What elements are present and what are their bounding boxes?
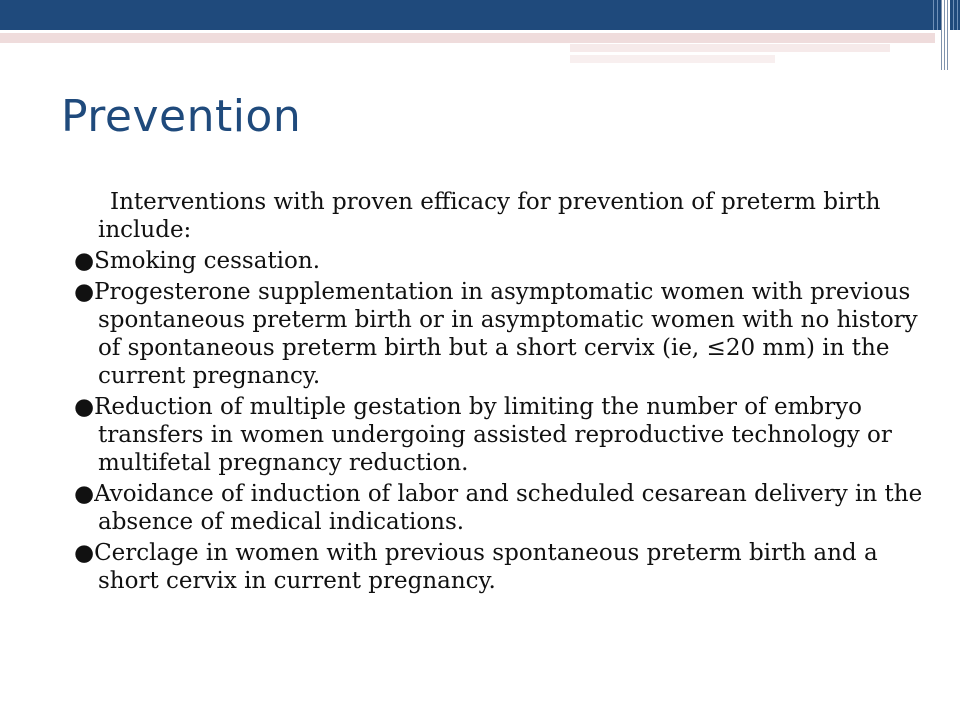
bullet-text: Avoidance of induction of labor and scheduled cesarean delivery in the absence of medical indications. (94, 481, 923, 535)
decorative-band-tertiary (570, 55, 775, 63)
bullet-dot-icon: ● (74, 248, 95, 274)
slide-body (74, 188, 924, 598)
bullet-item (74, 539, 924, 595)
decorative-rule (941, 0, 950, 70)
bullet-text: Progesterone supplementation in asymptomatic women with previous spontaneous preterm birth or in asymptomatic women with no history of spontaneous preterm birth but a short cervix (ie, ≤20 mm) in the current pregnancy. (94, 279, 918, 389)
bullet-dot-icon: ● (74, 540, 95, 566)
bullet-item (74, 247, 924, 275)
bullet-dot-icon: ● (74, 481, 95, 507)
bullet-dot-icon: ● (74, 279, 95, 305)
intro-paragraph: Interventions with proven efficacy for prevention of preterm birth include: (98, 189, 881, 243)
bullet-dot-icon: ● (74, 394, 95, 420)
header-bar (0, 0, 960, 30)
bullet-text: Reduction of multiple gestation by limiting the number of embryo transfers in women undergoing assisted reproductive technology or multifetal pregnancy reduction. (94, 394, 892, 476)
bullet-item (74, 393, 924, 477)
bullet-item (74, 480, 924, 536)
bullet-text: Smoking cessation. (94, 248, 321, 274)
bullet-text: Cerclage in women with previous spontaneous preterm birth and a short cervix in current pregnancy. (94, 540, 878, 594)
decorative-band-secondary (570, 44, 890, 52)
decorative-band (0, 33, 935, 43)
slide-title: Prevention (61, 91, 302, 142)
bullet-item (74, 278, 924, 390)
